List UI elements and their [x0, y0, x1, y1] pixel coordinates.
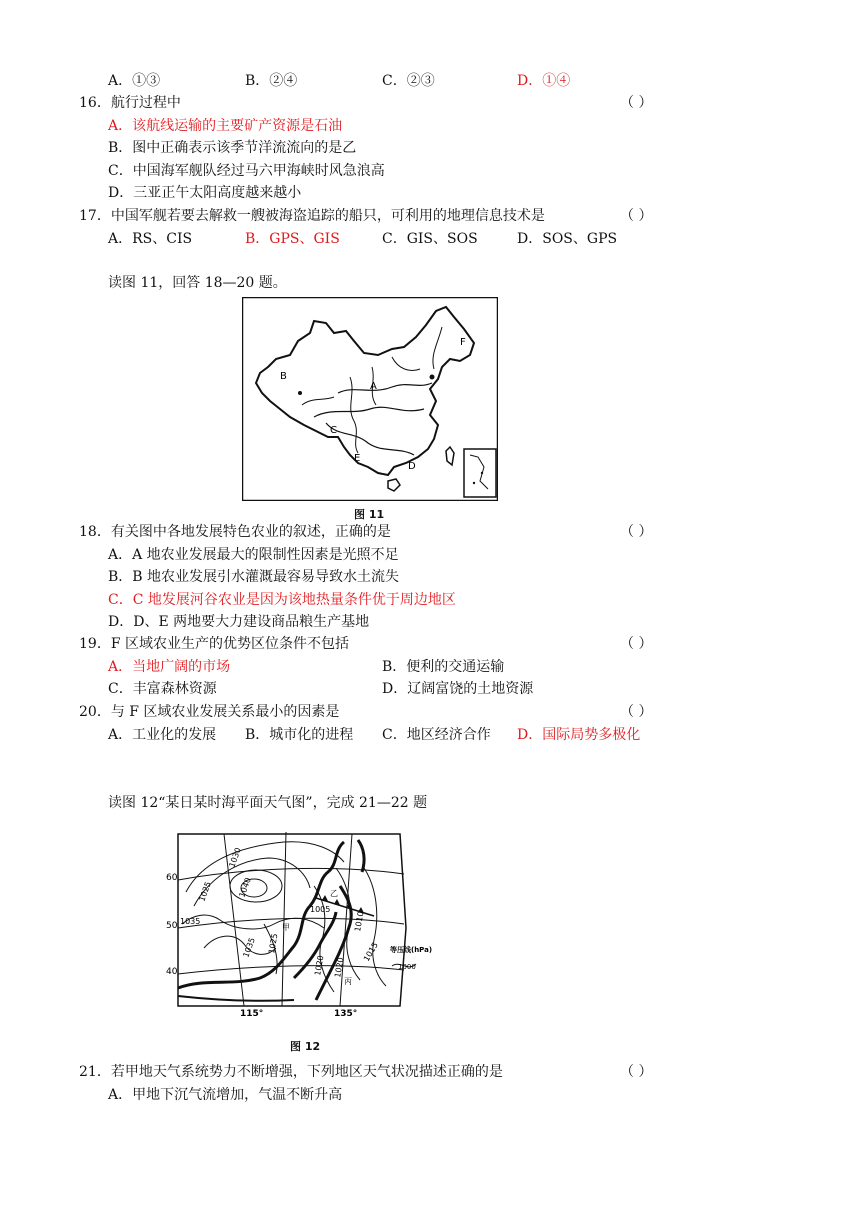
- q17-option-c: C．GIS、SOS: [382, 231, 478, 247]
- fig12-isobar-1025-center: 1025: [267, 932, 280, 955]
- q19-stem: 19．F 区域农业生产的优势区位条件不包括: [79, 636, 349, 652]
- q21-answer-paren: （ ）: [620, 1064, 653, 1080]
- q19-option-a: A．当地广阔的市场: [108, 659, 231, 675]
- fig12-isobar-1025: 1025: [197, 880, 213, 903]
- q15-option-b: B．②④: [245, 73, 298, 89]
- q17-stem: 17．中国军舰若要去解救一艘被海盗追踪的船只，可利用的地理信息技术是: [79, 208, 545, 224]
- fig12-isobar-1030: 1030: [227, 846, 243, 869]
- q17-option-d: D．SOS、GPS: [517, 231, 618, 247]
- q20-option-a: A．工业化的发展: [108, 727, 217, 743]
- q18-option-c: C．C 地发展河谷农业是因为该地热量条件优于周边地区: [108, 592, 456, 608]
- fig11-label-b: B: [280, 371, 287, 382]
- q20-option-b: B．城市化的进程: [245, 727, 354, 743]
- q15-option-d: D．①④: [517, 73, 571, 89]
- q16-option-a: A．该航线运输的主要矿产资源是石油: [108, 118, 343, 134]
- q18-option-d: D．D、E 两地要大力建设商品粮生产基地: [108, 614, 370, 630]
- q18-answer-paren: （ ）: [620, 524, 653, 540]
- q19-option-c: C．丰富森林资源: [108, 681, 217, 697]
- q20-option-c: C．地区经济合作: [382, 727, 491, 743]
- q20-stem: 20．与 F 区域农业发展关系最小的因素是: [79, 704, 340, 720]
- q18-stem: 18．有关图中各地发展特色农业的叙述，正确的是: [79, 524, 391, 540]
- fig12-label-yi: 乙: [330, 889, 338, 898]
- fig12-intro: 读图 12“某日某时海平面天气图”，完成 21—22 题: [108, 795, 428, 811]
- fig11-label-c: C: [330, 425, 337, 436]
- q16-answer-paren: （ ）: [620, 95, 653, 111]
- q21-option-a: A．甲地下沉气流增加，气温不断升高: [108, 1087, 343, 1103]
- fig12-legend-title: 等压线(hPa): [390, 946, 433, 954]
- fig12-isobar-1010: 1010: [353, 910, 366, 933]
- fig12-isobar-1020-east: 1020: [333, 956, 346, 979]
- fig11-label-f: F: [460, 337, 466, 348]
- q16-option-b: B．图中正确表示该季节洋流流向的是乙: [108, 140, 357, 156]
- q17-answer-paren: （ ）: [620, 208, 653, 224]
- fig11-intro: 读图 11，回答 18—20 题。: [108, 275, 287, 291]
- fig12-lat-60: 60: [166, 873, 178, 883]
- fig12-lat-50: 50: [166, 921, 178, 931]
- fig11-label-e: E: [354, 453, 361, 464]
- q20-option-d: D．国际局势多极化: [517, 727, 641, 743]
- fig12-isobar-1040: 1040: [237, 876, 253, 899]
- fig11-china-map: [242, 297, 498, 501]
- q19-option-b: B．便利的交通运输: [382, 659, 505, 675]
- q19-answer-paren: （ ）: [620, 636, 653, 652]
- fig12-isobar-1035-west: 1035: [180, 917, 201, 926]
- q16-option-d: D．三亚正午太阳高度越来越小: [108, 185, 302, 201]
- fig11-label-d: D: [408, 461, 416, 472]
- fig12-lat-40: 40: [166, 967, 178, 977]
- fig12-isobar-1005: 1005: [310, 905, 331, 914]
- fig12-isobar-1035-south: 1035: [241, 936, 257, 959]
- q18-option-a: A．A 地农业发展最大的限制性因素是光照不足: [108, 547, 399, 563]
- fig11-caption: 图 11: [354, 508, 385, 521]
- q17-option-a: A．RS、CIS: [108, 231, 193, 247]
- fig12-isobar-1020-south: 1020: [313, 954, 326, 977]
- q17-option-b: B．GPS、GIS: [245, 231, 340, 247]
- fig12-label-bing: 丙: [344, 977, 352, 986]
- q19-option-d: D．辽阔富饶的土地资源: [382, 681, 534, 697]
- q20-answer-paren: （ ）: [620, 704, 653, 720]
- q15-option-a: A．①③: [108, 73, 161, 89]
- fig12-weather-map: [164, 828, 446, 1018]
- q16-option-c: C．中国海军舰队经过马六甲海峡时风急浪高: [108, 163, 385, 179]
- fig12-isobar-1015: 1015: [361, 940, 380, 963]
- q21-stem: 21．若甲地天气系统势力不断增强，下列地区天气状况描述正确的是: [79, 1064, 503, 1080]
- q15-option-c: C．②③: [382, 73, 435, 89]
- q16-stem: 16．航行过程中: [79, 95, 181, 111]
- fig11-label-a: A: [370, 381, 377, 392]
- fig12-legend-value: 1000: [398, 963, 416, 971]
- fig12-label-jia: 甲: [282, 923, 290, 932]
- fig12-caption: 图 12: [290, 1040, 321, 1053]
- fig12-lon-135: 135°: [334, 1009, 358, 1018]
- q18-option-b: B．B 地农业发展引水灌溉最容易导致水土流失: [108, 569, 400, 585]
- fig12-lon-115: 115°: [240, 1009, 264, 1018]
